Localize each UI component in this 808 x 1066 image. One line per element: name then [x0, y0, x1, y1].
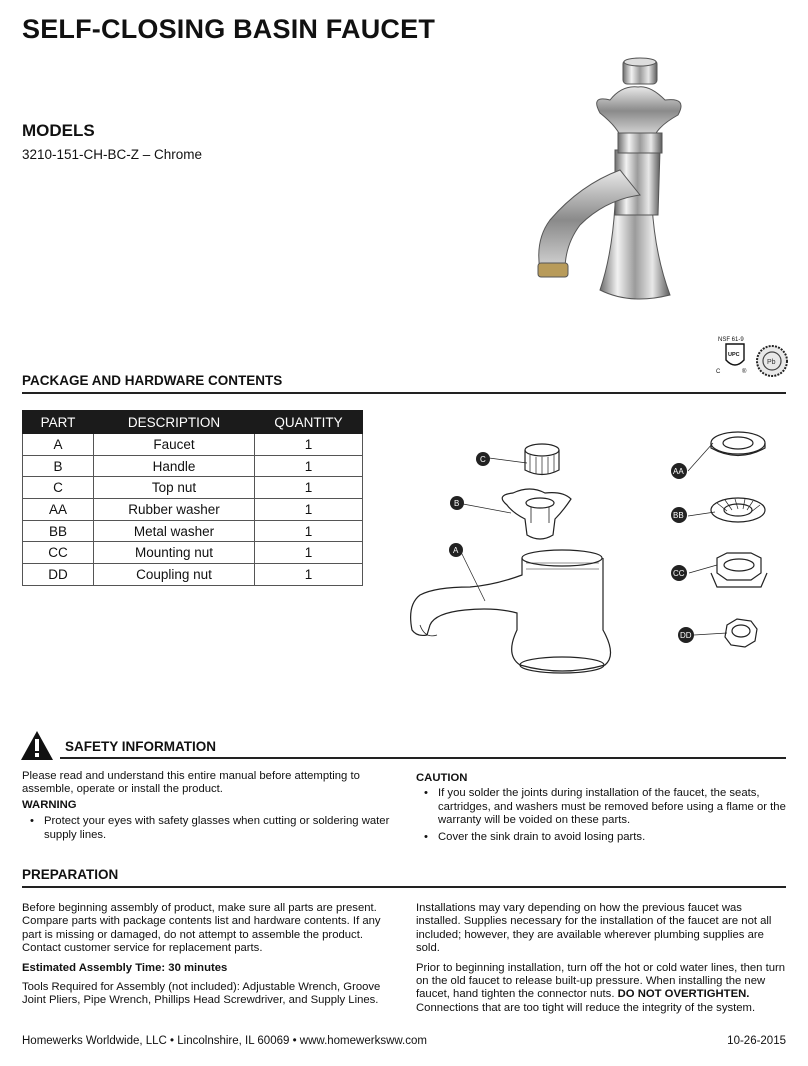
description-cell: Coupling nut: [94, 564, 255, 586]
certification-marks: [706, 334, 790, 378]
table-row: [23, 564, 363, 586]
svg-text:®: ®: [742, 369, 747, 375]
warning-list: [30, 815, 394, 842]
column-header-description: DESCRIPTION: [94, 411, 255, 434]
quantity-cell: 1: [255, 455, 363, 477]
callout-cc: CC: [673, 569, 685, 578]
quantity-cell: 1: [255, 434, 363, 456]
quantity-cell: 1: [255, 520, 363, 542]
callout-dd: DD: [680, 631, 692, 640]
part-cell: C: [23, 477, 94, 499]
quantity-cell: 1: [255, 542, 363, 564]
table-row: [23, 455, 363, 477]
table-row: [23, 520, 363, 542]
description-cell: Metal washer: [94, 520, 255, 542]
quantity-cell: 1: [255, 564, 363, 586]
parts-diagram: [395, 415, 795, 680]
safety-left-column: [22, 770, 394, 842]
description-cell: Faucet: [94, 434, 255, 456]
part-cell: CC: [23, 542, 94, 564]
footer-date: 10-26-2015: [727, 1035, 786, 1047]
callout-a: A: [453, 546, 459, 555]
callout-c: C: [480, 455, 486, 464]
svg-text:Pb: Pb: [767, 359, 776, 366]
preparation-right-column: [416, 902, 786, 1021]
section-divider: [22, 886, 786, 888]
quantity-cell: 1: [255, 499, 363, 521]
warning-triangle-icon: [20, 730, 54, 761]
description-cell: Handle: [94, 455, 255, 477]
part-cell: DD: [23, 564, 94, 586]
part-cell: A: [23, 434, 94, 456]
column-header-quantity: QUANTITY: [255, 411, 363, 434]
page-title: SELF-CLOSING BASIN FAUCET: [22, 14, 436, 44]
part-cell: B: [23, 455, 94, 477]
caution-list: [424, 787, 786, 844]
package-heading: PACKAGE AND HARDWARE CONTENTS: [22, 373, 283, 388]
description-cell: Top nut: [94, 477, 255, 499]
models-heading: MODELS: [22, 121, 95, 140]
safety-intro: Please read and understand this entire manual before attempting to assemble, operate or install the product.: [22, 770, 360, 796]
preparation-paragraph: Prior to beginning installation, turn off the hot or cold water lines, then turn on the old faucet to release built-up pressure. When installing the new faucet, hand tighten the connector nuts. DO NOT OVERTIGHTEN. Connections that are too tight will reduce the integrity of the system.: [416, 961, 786, 1014]
callout-b: B: [454, 499, 460, 508]
callout-bb: BB: [673, 511, 684, 520]
quantity-cell: 1: [255, 477, 363, 499]
callout-aa: AA: [673, 467, 684, 476]
description-cell: Rubber washer: [94, 499, 255, 521]
tools-required: Tools Required for Assembly (not included): Adjustable Wrench, Groove Joint Pliers, Pipe Wrench, Phillips Head Screwdriver, and Supply Lines.: [22, 981, 381, 1007]
table-row: [23, 434, 363, 456]
overtighten-warning: DO NOT OVERTIGHTEN.: [617, 988, 750, 1001]
preparation-heading: PREPARATION: [22, 867, 119, 882]
safety-right-column: [416, 770, 786, 844]
table-row: [23, 542, 363, 564]
table-header-row: [23, 411, 363, 434]
list-item: • Cover the sink drain to avoid losing parts.: [424, 831, 786, 844]
faucet-product-image: [520, 55, 710, 305]
callout-markers: [449, 452, 694, 643]
section-divider: [22, 392, 786, 394]
warning-label: WARNING: [22, 798, 77, 811]
section-divider: [60, 757, 786, 759]
svg-text:UPC: UPC: [728, 352, 740, 358]
column-header-part: PART: [23, 411, 94, 434]
list-item: • If you solder the joints during installation of the faucet, the seats, cartridges, and washers must be removed before using a flame or the warranty will be voided on these parts.: [424, 787, 786, 827]
parts-table: [22, 410, 363, 586]
table-row: [23, 499, 363, 521]
footer-company: Homewerks Worldwide, LLC • Lincolnshire, IL 60069 • www.homewerksww.com: [22, 1035, 427, 1047]
description-cell: Mounting nut: [94, 542, 255, 564]
preparation-paragraph: Installations may vary depending on how the previous faucet was installed. Supplies necessary for the installation of the faucet are not all included; however, they are available wherever plumbing supplies are sold.: [416, 902, 772, 955]
svg-text:C: C: [716, 369, 721, 375]
caution-label: CAUTION: [416, 772, 468, 784]
assembly-time: Estimated Assembly Time: 30 minutes: [22, 961, 228, 974]
part-cell: AA: [23, 499, 94, 521]
model-number: 3210-151-CH-BC-Z – Chrome: [22, 147, 203, 162]
list-item: • Protect your eyes with safety glasses when cutting or soldering water supply lines.: [30, 815, 394, 842]
safety-heading: SAFETY INFORMATION: [65, 739, 216, 754]
part-cell: BB: [23, 520, 94, 542]
table-row: [23, 477, 363, 499]
preparation-left-column: [22, 902, 394, 1014]
preparation-paragraph: Before beginning assembly of product, make sure all parts are present. Compare parts with package contents list and hardware contents. If any part is missing or damaged, do not attempt to assemble the product. Contact customer service for replacement parts.: [22, 902, 381, 955]
nsf-label: NSF 61-9: [718, 337, 744, 343]
